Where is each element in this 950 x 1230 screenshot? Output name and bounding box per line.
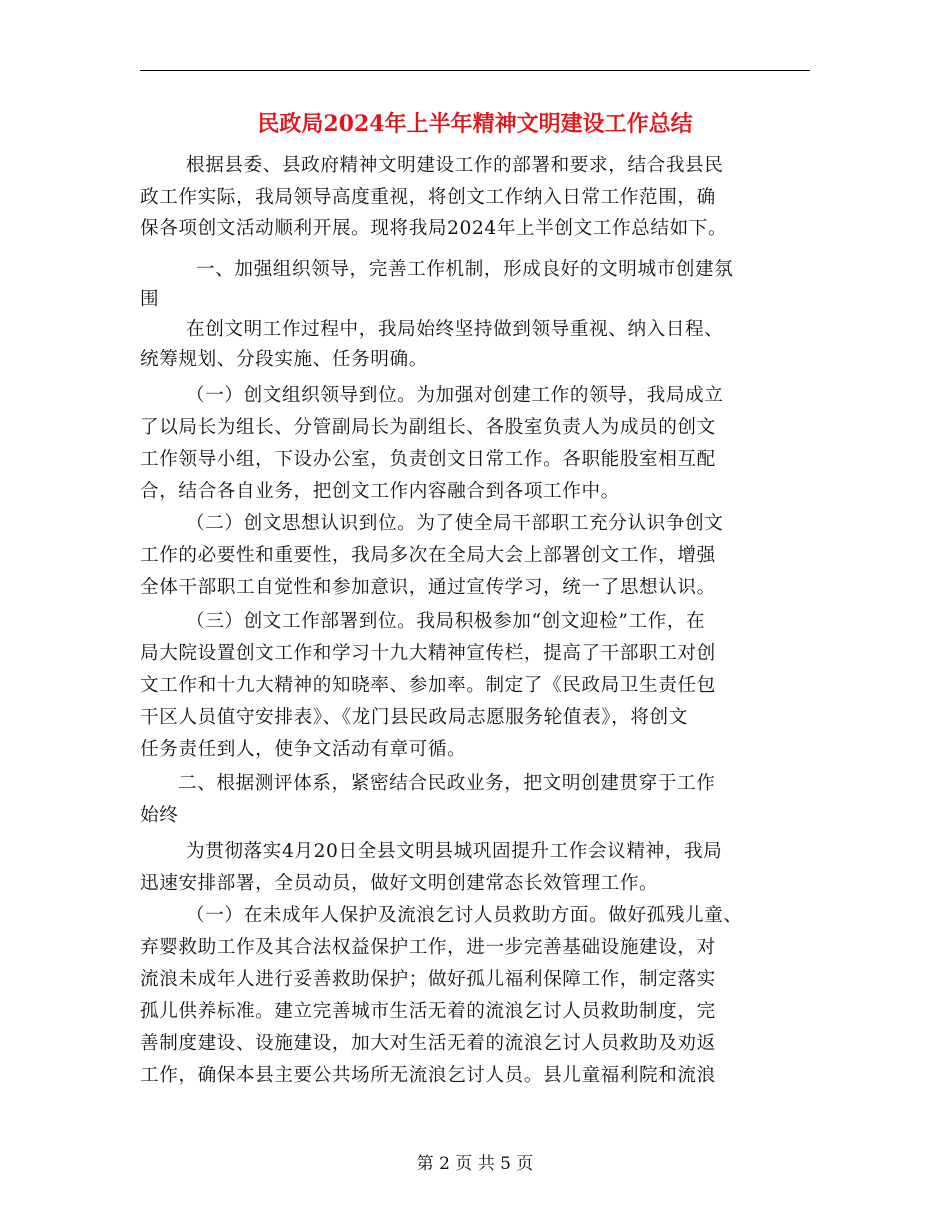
body-line: 在创文明工作过程中，我局始终坚持做到领导重视、纳入日程、 — [186, 319, 724, 340]
body-line: 统筹规划、分段实施、任务明确。 — [140, 349, 428, 370]
body-line: 任务责任到人，使争文活动有章可循。 — [140, 739, 467, 760]
body-line: 保各项创文活动顺利开展。现将我局2024年上半创文工作总结如下。 — [140, 218, 728, 239]
body-line: 工作领导小组，下设办公室，负责创文日常工作。各职能股室相互配 — [140, 449, 716, 470]
body-line: 迅速安排部署，全员动员，做好文明创建常态长效管理工作。 — [140, 873, 659, 894]
body-line: 孤儿供养标准。建立完善城市生活无着的流浪乞讨人员救助制度，完 — [140, 1001, 716, 1022]
body-line: 工作的必要性和重要性，我局多次在全局大会上部署创文工作，增强 — [140, 545, 716, 566]
body-line: 流浪未成年人进行妥善救助保护；做好孤儿福利保障工作，制定落实 — [140, 969, 716, 990]
body-line: 弃婴救助工作及其合法权益保护工作，进一步完善基础设施建设，对 — [140, 937, 716, 958]
section-heading: 围 — [140, 289, 160, 310]
body-line: 局大院设置创文工作和学习十九大精神宣传栏，提高了干部职工对创 — [140, 643, 716, 664]
body-line: （二）创文思想认识到位。为了使全局干部职工充分认识争创文 — [186, 513, 724, 534]
section-heading: 一、加强组织领导，完善工作机制，形成良好的文明城市创建氛 — [196, 259, 734, 280]
body-line: 了以局长为组长、分管副局长为副组长、各股室负责人为成员的创文 — [140, 417, 716, 438]
section-heading: 始终 — [140, 805, 179, 826]
body-line: 善制度建设、设施建设，加大对生活无着的流浪乞讨人员救助及劝返 — [140, 1033, 716, 1054]
body-line: 根据县委、县政府精神文明建设工作的部署和要求，结合我县民 — [186, 155, 724, 176]
body-line: （一）在未成年人保护及流浪乞讨人员救助方面。做好孤残儿童、 — [186, 905, 743, 926]
body-line: 干区人员值守安排表》、《龙门县民政局志愿服务轮值表》，将创文 — [140, 707, 688, 728]
body-line: 全体干部职工自觉性和参加意识，通过宣传学习，统一了思想认识。 — [140, 577, 716, 598]
body-line: （一）创文组织领导到位。为加强对创建工作的领导，我局成立 — [186, 385, 724, 406]
document-title: 民政局2024年上半年精神文明建设工作总结 — [257, 111, 693, 137]
header-rule — [140, 70, 810, 71]
body-line: 文工作和十九大精神的知晓率、参加率。制定了《民政局卫生责任包 — [140, 675, 716, 696]
body-line: （三）创文工作部署到位。我局积极参加“创文迎检”工作，在 — [186, 611, 706, 632]
section-heading: 二、根据测评体系，紧密结合民政业务，把文明创建贯穿于工作 — [178, 773, 716, 794]
body-line: 为贯彻落实4月20日全县文明县城巩固提升工作会议精神，我局 — [186, 841, 723, 862]
body-line: 政工作实际，我局领导高度重视，将创文工作纳入日常工作范围，确 — [140, 187, 716, 208]
body-line: 合，结合各自业务，把创文工作内容融合到各项工作中。 — [140, 481, 620, 502]
body-line: 工作，确保本县主要公共场所无流浪乞讨人员。县儿童福利院和流浪 — [140, 1065, 716, 1086]
page-number: 第 2 页 共 5 页 — [416, 1154, 534, 1174]
